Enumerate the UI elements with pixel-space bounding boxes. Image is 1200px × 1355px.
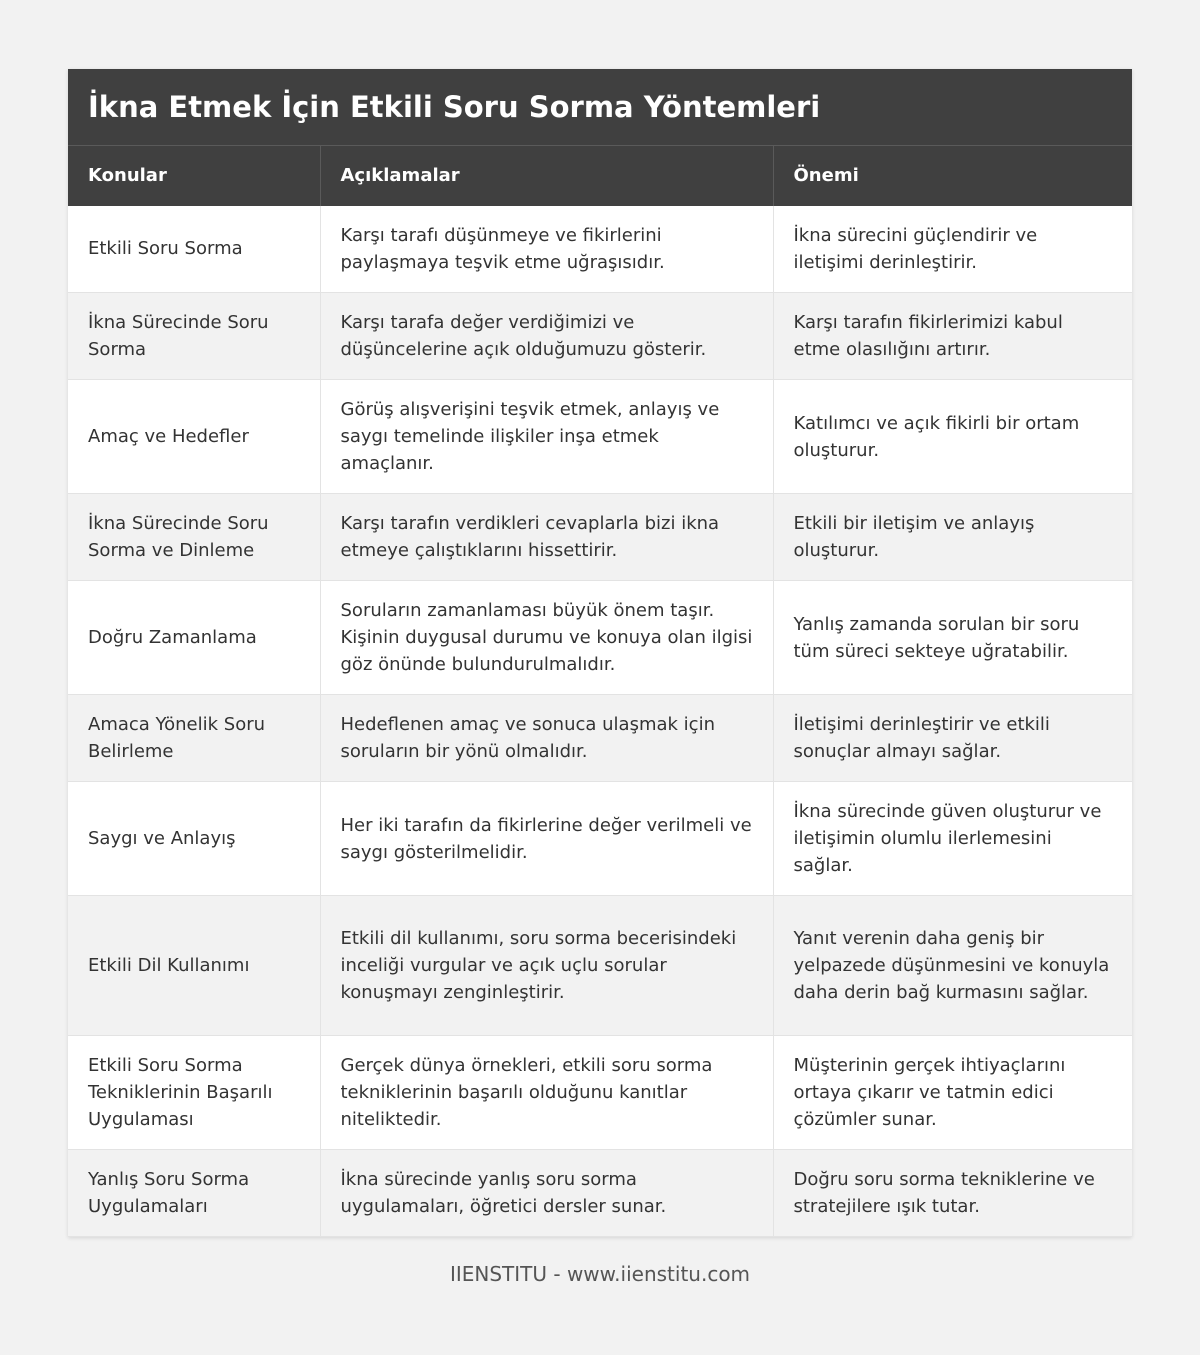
cell-description: Karşı tarafa değer verdiğimizi ve düşüncelerine açık olduğumuzu gösterir. bbox=[320, 293, 773, 380]
methods-table bbox=[68, 145, 1132, 1237]
table-row bbox=[68, 494, 1132, 581]
cell-importance: Doğru soru sorma tekniklerine ve stratejilere ışık tutar. bbox=[773, 1150, 1132, 1237]
cell-importance: Yanıt verenin daha geniş bir yelpazede düşünmesini ve konuyla daha derin bağ kurmasını sağlar. bbox=[773, 896, 1132, 1036]
cell-importance: Etkili bir iletişim ve anlayış oluşturur. bbox=[773, 494, 1132, 581]
column-header-aciklamalar: Açıklamalar bbox=[320, 146, 773, 206]
table-card bbox=[68, 69, 1132, 1237]
cell-description: Her iki tarafın da fikirlerine değer verilmeli ve saygı gösterilmelidir. bbox=[320, 782, 773, 896]
cell-description: Gerçek dünya örnekleri, etkili soru sorma tekniklerinin başarılı olduğunu kanıtlar niteliktedir. bbox=[320, 1036, 773, 1150]
column-header-konular: Konular bbox=[68, 146, 320, 206]
table-row bbox=[68, 695, 1132, 782]
table-row bbox=[68, 1150, 1132, 1237]
cell-importance: İkna sürecinde güven oluşturur ve iletişimin olumlu ilerlemesini sağlar. bbox=[773, 782, 1132, 896]
cell-topic: İkna Sürecinde Soru Sorma ve Dinleme bbox=[68, 494, 320, 581]
cell-topic: Etkili Soru Sorma bbox=[68, 206, 320, 293]
column-header-onemi: Önemi bbox=[773, 146, 1132, 206]
cell-description: Karşı tarafın verdikleri cevaplarla bizi ikna etmeye çalıştıklarını hissettirir. bbox=[320, 494, 773, 581]
cell-topic: Etkili Soru Sorma Tekniklerinin Başarılı Uygulaması bbox=[68, 1036, 320, 1150]
cell-description: İkna sürecinde yanlış soru sorma uygulamaları, öğretici dersler sunar. bbox=[320, 1150, 773, 1237]
cell-topic: Doğru Zamanlama bbox=[68, 581, 320, 695]
cell-topic: Amaç ve Hedefler bbox=[68, 380, 320, 494]
cell-description: Karşı tarafı düşünmeye ve fikirlerini paylaşmaya teşvik etme uğraşısıdır. bbox=[320, 206, 773, 293]
table-row bbox=[68, 206, 1132, 293]
cell-description: Görüş alışverişini teşvik etmek, anlayış ve saygı temelinde ilişkiler inşa etmek amaçlanır. bbox=[320, 380, 773, 494]
cell-importance: Karşı tarafın fikirlerimizi kabul etme olasılığını artırır. bbox=[773, 293, 1132, 380]
table-row bbox=[68, 380, 1132, 494]
table-title: İkna Etmek İçin Etkili Soru Sorma Yöntemleri bbox=[88, 90, 821, 124]
cell-description: Etkili dil kullanımı, soru sorma becerisindeki inceliği vurgular ve açık uçlu sorular konuşmayı zenginleştirir. bbox=[320, 896, 773, 1036]
table-header-row bbox=[68, 146, 1132, 206]
table-row bbox=[68, 782, 1132, 896]
cell-description: Soruların zamanlaması büyük önem taşır. Kişinin duygusal durumu ve konuya olan ilgisi göz önünde bulundurulmalıdır. bbox=[320, 581, 773, 695]
cell-importance: Müşterinin gerçek ihtiyaçlarını ortaya çıkarır ve tatmin edici çözümler sunar. bbox=[773, 1036, 1132, 1150]
cell-topic: Yanlış Soru Sorma Uygulamaları bbox=[68, 1150, 320, 1237]
cell-topic: Amaca Yönelik Soru Belirleme bbox=[68, 695, 320, 782]
cell-importance: İletişimi derinleştirir ve etkili sonuçlar almayı sağlar. bbox=[773, 695, 1132, 782]
cell-topic: İkna Sürecinde Soru Sorma bbox=[68, 293, 320, 380]
table-row bbox=[68, 1036, 1132, 1150]
cell-topic: Saygı ve Anlayış bbox=[68, 782, 320, 896]
cell-topic: Etkili Dil Kullanımı bbox=[68, 896, 320, 1036]
table-row bbox=[68, 896, 1132, 1036]
footer-credit: IIENSTITU - www.iienstitu.com bbox=[449, 1262, 751, 1286]
table-row bbox=[68, 581, 1132, 695]
title-bar bbox=[68, 69, 1132, 145]
cell-importance: İkna sürecini güçlendirir ve iletişimi derinleştirir. bbox=[773, 206, 1132, 293]
cell-importance: Katılımcı ve açık fikirli bir ortam oluşturur. bbox=[773, 380, 1132, 494]
cell-description: Hedeflenen amaç ve sonuca ulaşmak için soruların bir yönü olmalıdır. bbox=[320, 695, 773, 782]
cell-importance: Yanlış zamanda sorulan bir soru tüm süreci sekteye uğratabilir. bbox=[773, 581, 1132, 695]
table-row bbox=[68, 293, 1132, 380]
